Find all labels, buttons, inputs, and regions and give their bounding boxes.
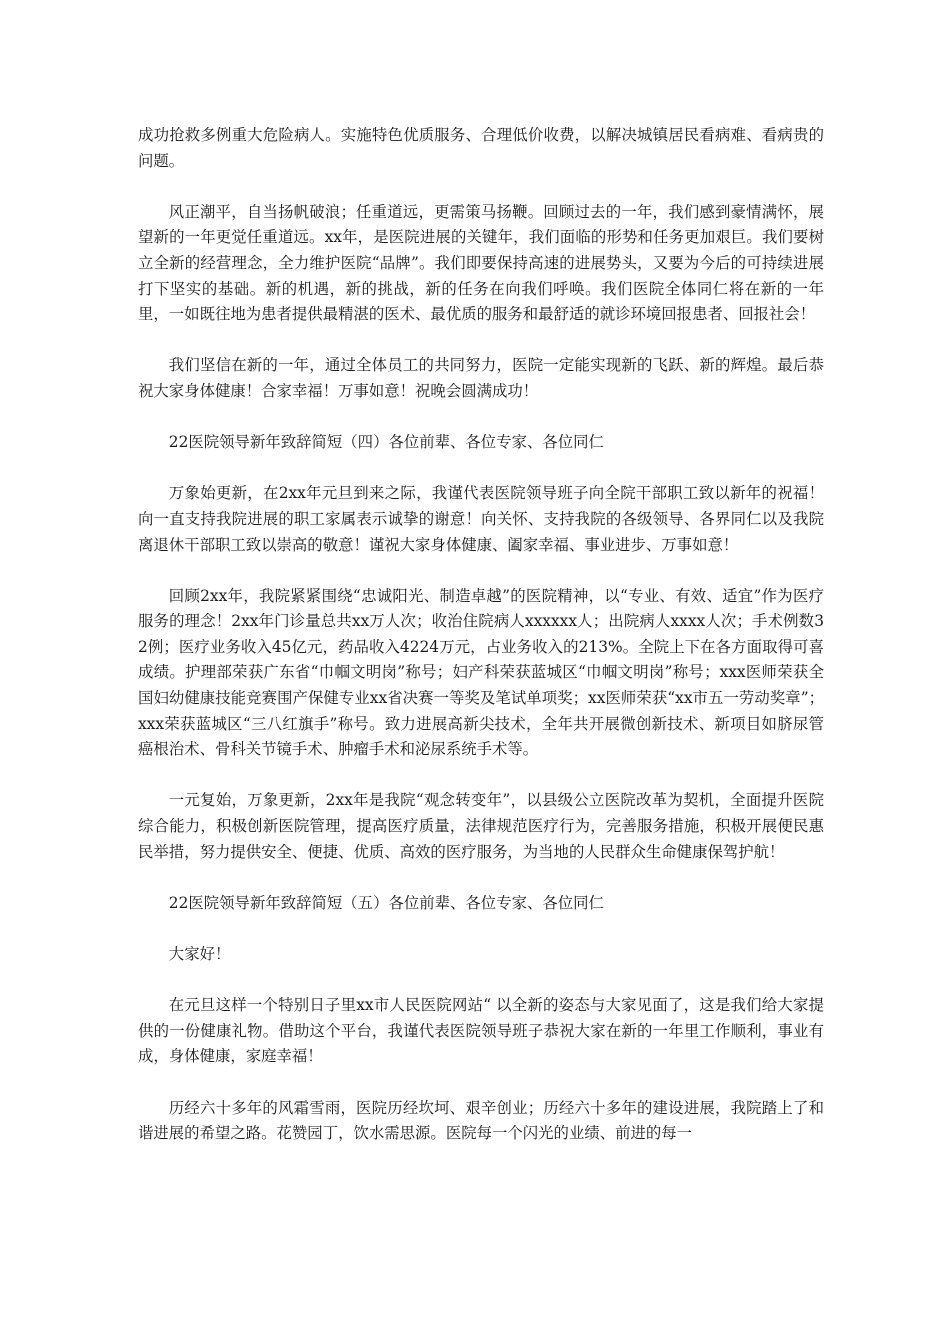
paragraph-body: 历经六十多年的风霜雪雨，医院历经坎坷、艰辛创业；历经六十多年的建设进展，我院踏上了和谐进展的希望之路。花赞园丁，饮水需思源。医院每一个闪光的业绩、前进的每一 [138, 1098, 824, 1143]
paragraph-body: 风正潮平，自当扬帆破浪；任重道远，更需策马扬鞭。回顾过去的一年，我们感到豪情满怀，展望新的一年更觉任重道远。xx年，是医院进展的关键年，我们面临的形势和任务更加艰巨。我们要树立全新的经营理念，全力维护医院“品牌”。我们即要保持高速的进展势头，又要为今后的可持续进展打下坚实的基础。新的机遇，新的挑战，新的任务在向我们呼唤。我们医院全体同仁将在新的一年里，一如既往地为患者提供最精湛的医术、最优质的服务和最舒适的就诊环境回报患者、回报社会！ [138, 202, 824, 324]
paragraph-greeting: 大家好！ [168, 945, 231, 963]
paragraph-continuation: 成功抢救多例重大危险病人。实施特色优质服务、合理低价收费，以解决城镇居民看病难、看病贵的问题。 [138, 126, 824, 170]
paragraph-body: 一元复始，万象更新，2xx年是我院“观念转变年”，以县级公立医院改革为契机，全面提升医院综合能力，积极创新医院管理，提高医疗质量，法律规范医疗行为，完善服务措施，积极开展便民惠民举措，努力提供安全、便捷、优质、高效的医疗服务，为当地的人民群众生命健康保驾护航！ [138, 791, 824, 861]
section-heading: 22医院领导新年致辞简短（五）各位前辈、各位专家、各位同仁 [168, 893, 604, 912]
paragraph-body: 万象始更新，在2xx年元旦到来之际，我谨代表医院领导班子向全院干部职工致以新年的祝福！向一直支持我院进展的职工家属表示诚挚的谢意！向关怀、支持我院的各级领导、各界同仁以及我院离退休干部职工致以崇高的敬意！谨祝大家身体健康、阖家幸福、事业进步、万事如意！ [138, 484, 824, 554]
paragraph-body: 回顾2xx年，我院紧紧围绕“忠诚阳光、制造卓越”的医院精神，以“专业、有效、适宜”作为医疗服务的理念！2xx年门诊量总共xx万人次；收治住院病人xxxxxx人；出院病人xxxx人次；手术例数32例；医疗业务收入45亿元，药品收入4224万元，占业务收入的213%。全院上下在各方面取得可喜成绩。护理部荣获广东省“巾帼文明岗”称号；妇产科荣获蓝城区“巾帼文明岗”称号；xxx医师荣获全国妇幼健康技能竞赛围产保健专业xx省决赛一等奖及笔试单项奖；xx医师荣获“xx市五一劳动奖章”；xxx荣获蓝城区“三八红旗手”称号。致力进展高新尖技术，全年共开展微创新技术、新项目如脐尿管癌根治术、骨科关节镜手术、肿瘤手术和泌尿系统手术等。 [138, 586, 824, 759]
section-heading: 22医院领导新年致辞简短（四）各位前辈、各位专家、各位同仁 [168, 433, 604, 452]
paragraph-body: 我们坚信在新的一年，通过全体员工的共同努力，医院一定能实现新的飞跃、新的辉煌。最后恭祝大家身体健康！合家幸福！万事如意！祝晚会圆满成功！ [138, 356, 824, 400]
paragraph-body: 在元旦这样一个特别日子里xx市人民医院网站“ 以全新的姿态与大家见面了，这是我们给大家提供的一份健康礼物。借助这个平台，我谨代表医院领导班子恭祝大家在新的一年里工作顺利，事业有成，身体健康，家庭幸福！ [138, 996, 824, 1066]
document-page [138, 123, 824, 1172]
